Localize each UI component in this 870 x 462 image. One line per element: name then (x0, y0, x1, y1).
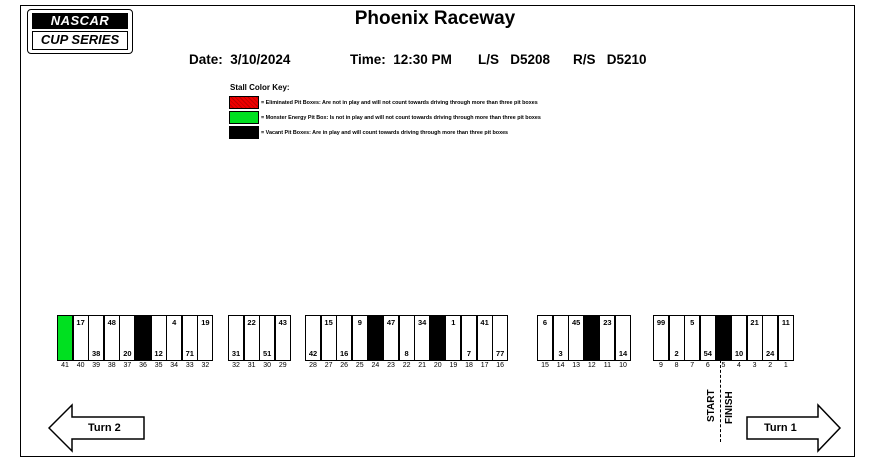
pit-stall-group (228, 315, 290, 369)
key-text-vacant: = Vacant Pit Boxes: Are in play and will count towards driving through more than three pit boxes (261, 129, 509, 136)
car-number: 7 (466, 349, 472, 358)
turn-1-label: Turn 1 (764, 422, 797, 434)
stall-number: 16 (496, 362, 505, 369)
stall-number: 2 (768, 362, 773, 369)
logo-top-text: NASCAR (32, 13, 128, 29)
car-number: 3 (558, 349, 563, 358)
time-info (350, 52, 452, 67)
stall-number: 39 (92, 362, 101, 369)
pit-stall (352, 315, 368, 361)
key-text-eliminated: = Eliminated Pit Boxes: Are not in play and will not count towards driving through more than three pit boxes (261, 99, 538, 106)
car-number: 6 (542, 318, 548, 327)
pit-stall (275, 315, 291, 361)
stall-number: 29 (278, 362, 287, 369)
car-number: 2 (674, 349, 679, 358)
pit-stall-group (57, 315, 213, 369)
rs-info (573, 52, 647, 67)
stall-number: 34 (170, 362, 179, 369)
stall-number: 10 (619, 362, 627, 369)
car-number: 23 (603, 318, 612, 327)
date-info (189, 52, 290, 67)
pit-stall (615, 315, 631, 361)
car-number: 4 (172, 318, 177, 327)
pit-stall (57, 315, 73, 361)
pit-stall (747, 315, 763, 361)
stall-color-key-heading: Stall Color Key: (230, 83, 290, 92)
date-label: Date: (189, 52, 223, 67)
car-number: 99 (656, 318, 666, 327)
stall-number: 18 (465, 362, 473, 369)
pit-stall (88, 315, 104, 361)
pit-stall (228, 315, 244, 361)
pit-stall (537, 315, 553, 361)
stall-number: 6 (705, 362, 710, 369)
logo-bottom-text: CUP SERIES (32, 31, 128, 50)
stall-number: 26 (340, 362, 349, 369)
pit-stall (197, 315, 213, 361)
page-title: Phoenix Raceway (354, 8, 516, 29)
ls-info (478, 52, 550, 67)
stall-number: 40 (76, 362, 85, 369)
car-number: 77 (496, 349, 505, 358)
stall-number: 14 (556, 362, 565, 369)
pit-stall (669, 315, 685, 361)
car-number: 9 (357, 318, 362, 327)
car-number: 42 (308, 349, 318, 358)
car-number: 51 (263, 349, 272, 358)
stall-number: 19 (449, 362, 458, 369)
stall-number: 21 (418, 362, 427, 369)
stall-number: 31 (247, 362, 256, 369)
pit-stall (73, 315, 89, 361)
car-number: 11 (781, 318, 790, 327)
stall-number: 11 (603, 362, 612, 369)
stall-number: 35 (154, 362, 163, 369)
car-number: 41 (480, 318, 489, 327)
stall-number: 5 (721, 362, 726, 369)
pit-stall (244, 315, 260, 361)
stall-number: 28 (309, 362, 317, 369)
chart-frame (20, 5, 855, 457)
pit-stall (684, 315, 700, 361)
stall-number: 23 (387, 362, 395, 369)
stall-number: 37 (123, 362, 132, 369)
car-number: 19 (201, 318, 210, 327)
stall-number: 15 (541, 362, 549, 369)
pit-stall (715, 315, 731, 361)
pit-stall (599, 315, 615, 361)
time-label: Time: (350, 52, 386, 67)
pit-stall-group (305, 315, 508, 369)
stall-number: 9 (659, 362, 663, 369)
pit-stall (151, 315, 167, 361)
pit-stall (259, 315, 275, 361)
finish-label: FINISH (724, 391, 735, 424)
pit-stall (104, 315, 120, 361)
car-number: 21 (750, 318, 759, 327)
green-swatch (229, 111, 259, 124)
car-number: 5 (690, 318, 695, 327)
pit-stall-group (537, 315, 631, 369)
stall-number: 32 (232, 362, 240, 369)
stall-number: 12 (587, 362, 596, 369)
pit-stall (778, 315, 794, 361)
car-number: 17 (76, 318, 85, 327)
car-number: 10 (734, 349, 744, 358)
pit-stall (182, 315, 198, 361)
date-value: 3/10/2024 (230, 52, 291, 67)
stall-number: 13 (572, 362, 581, 369)
pit-stall (399, 315, 415, 361)
stall-number: 32 (201, 362, 210, 369)
stall-number: 3 (752, 362, 757, 369)
car-number: 22 (247, 318, 256, 327)
start-finish-line (720, 360, 721, 442)
key-text-monster-energy: = Monster Energy Pit Box: Is not in play and will not count towards driving through more than three pit boxes (261, 114, 541, 121)
stall-number: 38 (107, 362, 116, 369)
stall-number: 8 (674, 362, 679, 369)
car-number: 14 (618, 349, 628, 358)
stall-number: 27 (324, 362, 333, 369)
stall-number: 22 (402, 362, 411, 369)
key-row-monster-energy (229, 111, 541, 124)
car-number: 15 (324, 318, 333, 327)
ls-label: L/S (478, 52, 500, 67)
pit-stall (568, 315, 584, 361)
pit-stall (445, 315, 461, 361)
car-number: 47 (386, 318, 396, 327)
pit-stall (305, 315, 321, 361)
black-swatch (229, 126, 259, 139)
car-number: 38 (92, 349, 101, 358)
key-row-eliminated (229, 96, 538, 109)
key-row-vacant (229, 126, 508, 139)
pit-stall (700, 315, 716, 361)
pit-stall (430, 315, 446, 361)
pit-stall (166, 315, 182, 361)
car-number: 71 (185, 349, 194, 358)
red-swatch (229, 96, 259, 109)
pit-stall (584, 315, 600, 361)
pit-stall-group (653, 315, 793, 369)
pit-stall (336, 315, 352, 361)
pit-stall (461, 315, 477, 361)
car-number: 8 (404, 349, 409, 358)
time-value: 12:30 PM (393, 52, 452, 67)
pit-stall (731, 315, 747, 361)
rs-value: D5210 (606, 52, 647, 67)
pit-stall (492, 315, 508, 361)
stall-number: 17 (480, 362, 489, 369)
car-number: 45 (572, 318, 581, 327)
pit-stall (321, 315, 337, 361)
ls-value: D5208 (510, 52, 551, 67)
car-number: 16 (340, 349, 349, 358)
stall-number: 41 (61, 362, 69, 369)
car-number: 31 (231, 349, 241, 358)
pit-stall (119, 315, 135, 361)
stall-number: 7 (690, 362, 695, 369)
rs-label: R/S (573, 52, 596, 67)
car-number: 20 (123, 349, 132, 358)
stall-number: 20 (433, 362, 442, 369)
pit-stall (553, 315, 569, 361)
start-label: START (706, 389, 717, 422)
stall-number: 1 (783, 362, 788, 369)
car-number: 12 (154, 349, 163, 358)
car-number: 34 (418, 318, 427, 327)
pit-stall (135, 315, 151, 361)
stall-number: 33 (185, 362, 194, 369)
stall-number: 36 (139, 362, 147, 369)
pit-stall (477, 315, 493, 361)
stall-number: 30 (263, 362, 272, 369)
pit-stall (653, 315, 669, 361)
stall-number: 24 (371, 362, 380, 369)
car-number: 54 (703, 349, 712, 358)
turn-2-label: Turn 2 (88, 422, 121, 434)
stall-number: 4 (737, 362, 741, 369)
pit-stall (414, 315, 430, 361)
pit-stall (367, 315, 383, 361)
car-number: 1 (451, 318, 456, 327)
stall-number: 25 (355, 362, 364, 369)
car-number: 43 (278, 318, 287, 327)
pit-stall (383, 315, 399, 361)
car-number: 48 (107, 318, 116, 327)
car-number: 24 (766, 349, 775, 358)
pit-stall (762, 315, 778, 361)
